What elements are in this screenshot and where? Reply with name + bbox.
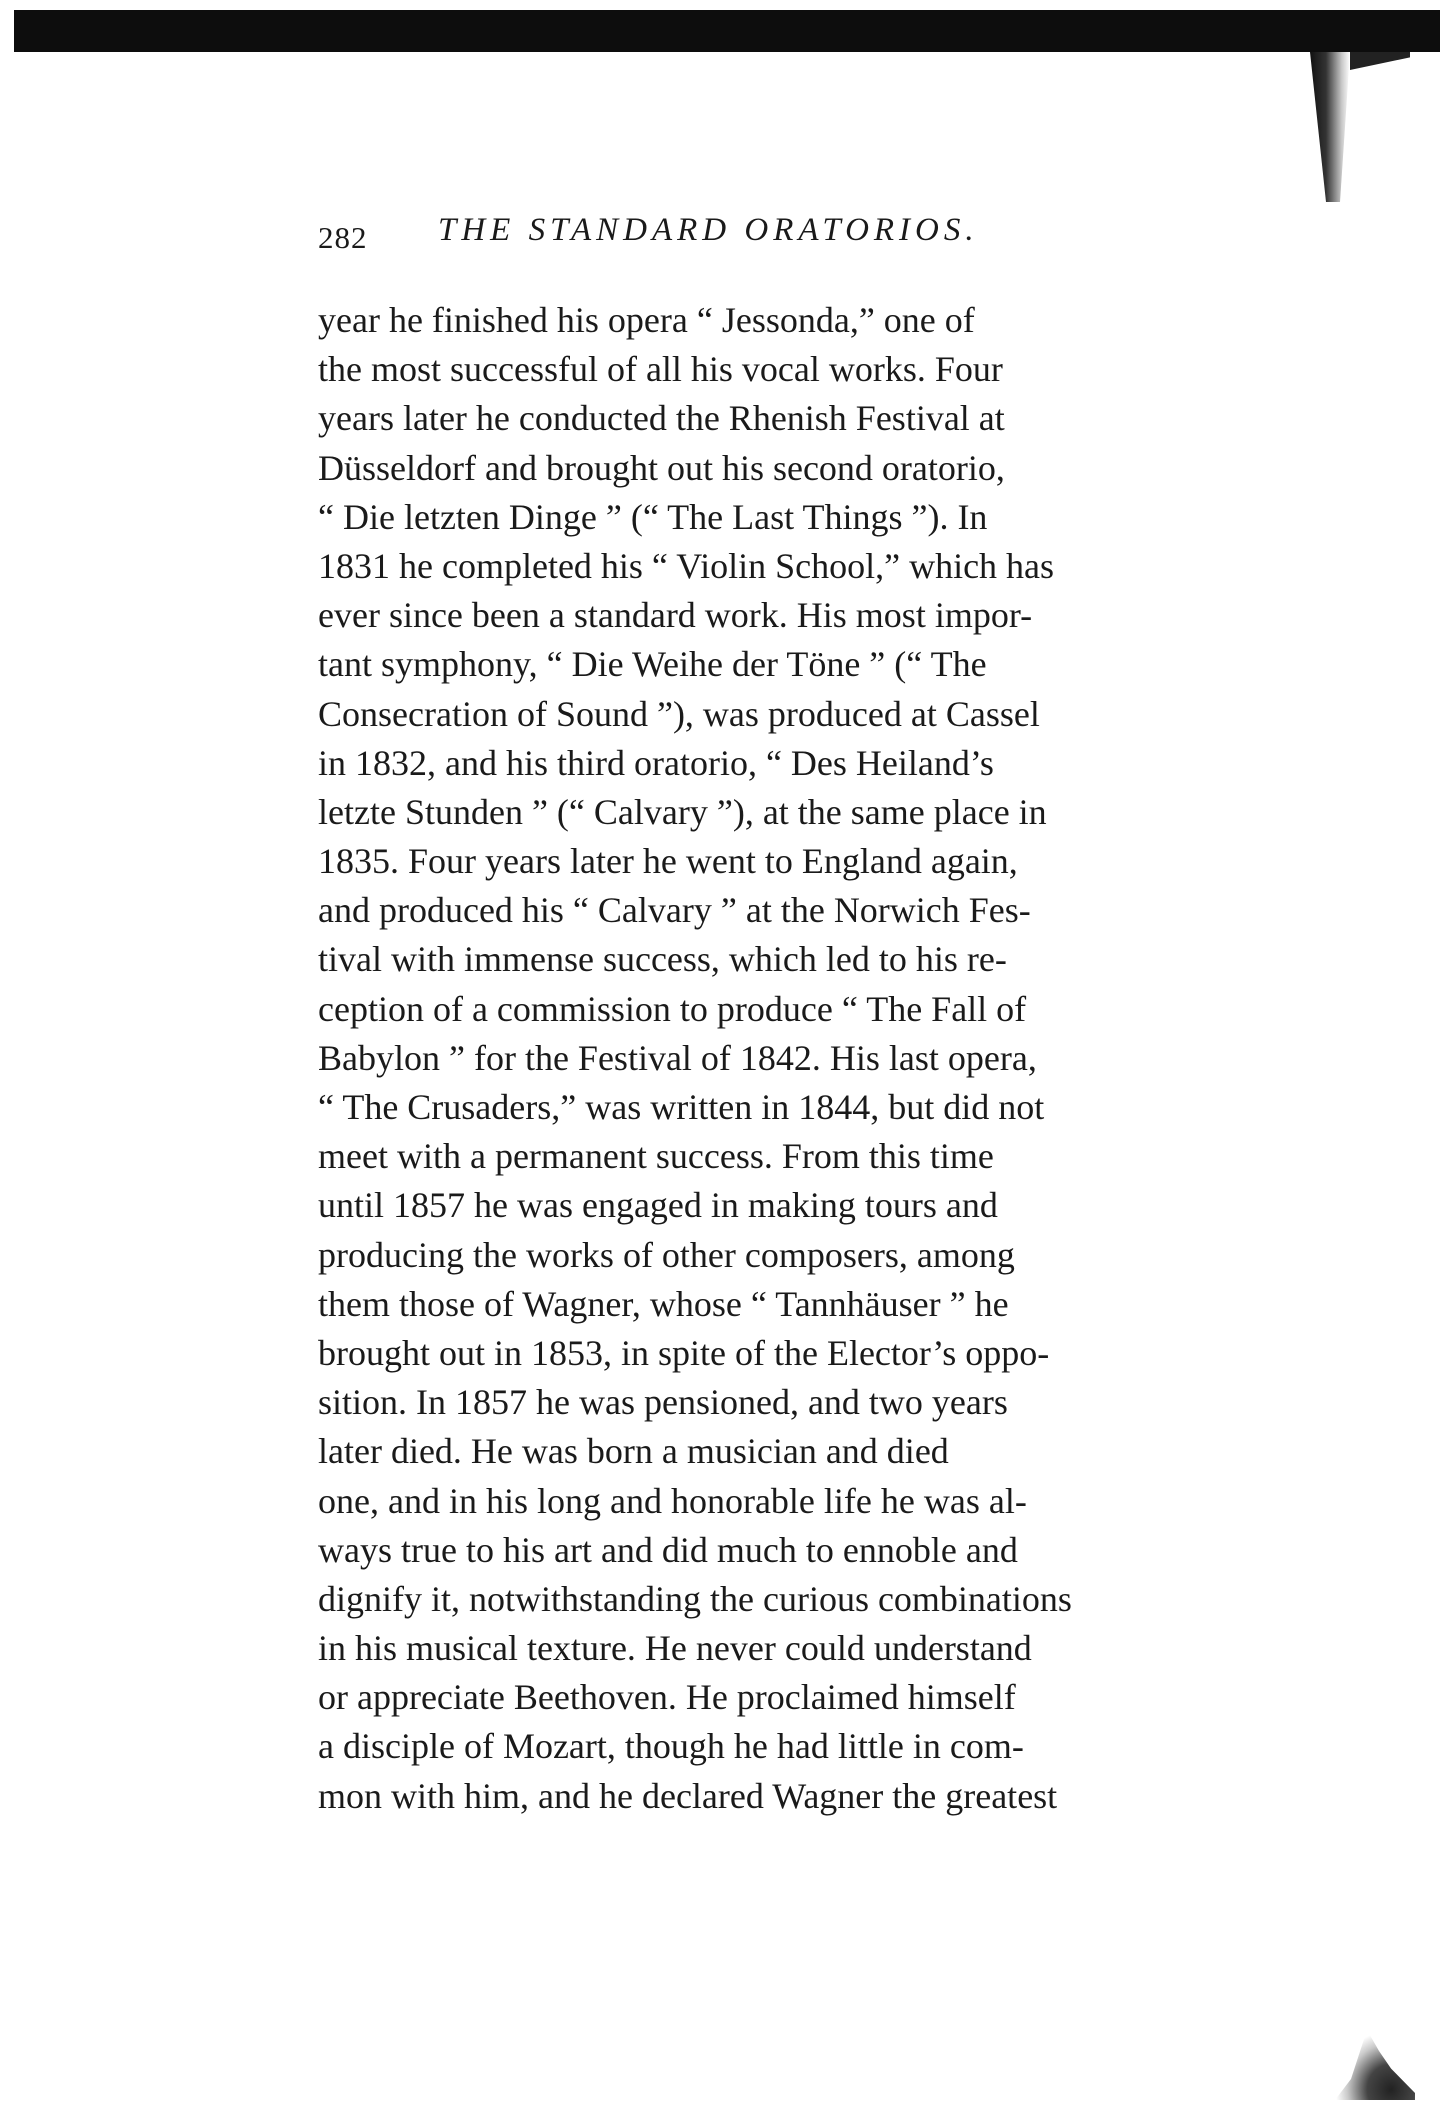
text-line: 1831 he completed his “ Violin School,” which has <box>318 545 1055 586</box>
text-line: 1835. Four years later he went to England again, <box>318 841 1018 882</box>
text-line: or appreciate Beethoven. He proclaimed himself <box>318 1677 1016 1718</box>
text-line: tival with immense success, which led to his re- <box>318 939 1007 980</box>
text-line: “ Die letzten Dinge ” (“ The Last Things ”). In <box>318 496 988 537</box>
text-line: “ The Crusaders,” was written in 1844, but did not <box>318 1087 1045 1127</box>
text-line: ception of a commission to produce “ The Fall of <box>318 988 1027 1029</box>
text-line: until 1857 he was engaged in making tours and <box>318 1185 998 1226</box>
text-line: them those of Wagner, whose “ Tannhäuser ” he <box>318 1283 1009 1324</box>
page-number: 282 <box>318 220 368 255</box>
scan-page-edge-mark <box>1310 52 1350 202</box>
text-line: Consecration of Sound ”), was produced at Cassel <box>318 693 1040 734</box>
text-line: letzte Stunden ” (“ Calvary ”), at the same place in <box>318 791 1047 832</box>
running-head <box>318 212 1178 262</box>
text-line: mon with him, and he declared Wagner the greatest <box>318 1775 1058 1816</box>
running-head-title: THE STANDARD ORATORIOS. <box>438 212 979 248</box>
scan-corner-mark <box>1335 2030 1415 2100</box>
text-line: tant symphony, “ Die Weihe der Töne ” (“ The <box>318 644 987 685</box>
scan-page-edge-shadow <box>1350 52 1410 70</box>
text-line: meet with a permanent success. From this time <box>318 1136 994 1177</box>
text-line: in his musical texture. He never could understand <box>318 1628 1032 1669</box>
text-line: the most successful of all his vocal works. Four <box>318 349 1003 390</box>
body-text <box>318 296 1174 1821</box>
text-line: dignify it, notwithstanding the curious combinations <box>318 1578 1072 1619</box>
text-line: ways true to his art and did much to ennoble and <box>318 1529 1018 1570</box>
text-line: a disciple of Mozart, though he had little in com- <box>318 1726 1024 1767</box>
text-line: years later he conducted the Rhenish Festival at <box>318 398 1005 439</box>
text-line: and produced his “ Calvary ” at the Norwich Fes- <box>318 890 1031 931</box>
text-line: brought out in 1853, in spite of the Elector’s oppo- <box>318 1332 1050 1373</box>
text-line: producing the works of other composers, among <box>318 1234 1015 1275</box>
text-line: in 1832, and his third oratorio, “ Des Heiland’s <box>318 742 994 783</box>
scan-top-border <box>14 10 1440 52</box>
text-line: year he finished his opera “ Jessonda,” one of <box>318 300 975 340</box>
text-line: ever since been a standard work. His most impor- <box>318 595 1033 636</box>
text-line: sition. In 1857 he was pensioned, and two years <box>318 1382 1008 1423</box>
text-line: Düsseldorf and brought out his second oratorio, <box>318 447 1005 488</box>
text-line: one, and in his long and honorable life he was al- <box>318 1480 1027 1521</box>
text-line: later died. He was born a musician and died <box>318 1431 949 1472</box>
text-line: Babylon ” for the Festival of 1842. His last opera, <box>318 1037 1037 1078</box>
